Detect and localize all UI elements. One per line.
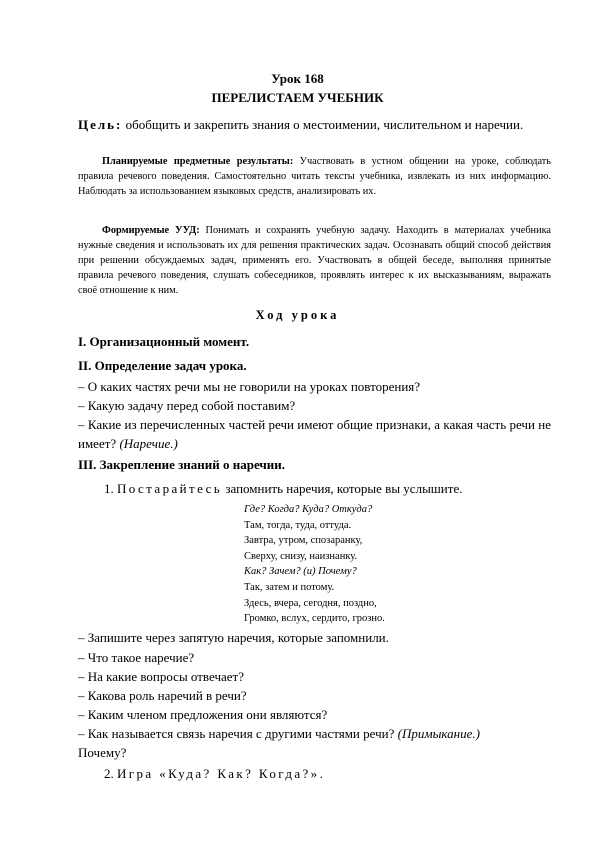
section-tasks: II. Определение задач урока.: [78, 358, 247, 373]
planned-label: Планируемые предметные результаты:: [102, 156, 294, 167]
task-1-number: 1.: [104, 481, 117, 496]
question-parts-of-speech: – О каких частях речи мы не говорили на уроках повторения?: [78, 379, 421, 394]
question-what-is-adverb: – Что такое наречие?: [78, 650, 195, 665]
task-2: [104, 764, 551, 783]
task-1-text: запомнить наречия, которые вы услышите.: [222, 481, 463, 496]
lesson-title: ПЕРЕЛИСТАЕМ УЧЕБНИК: [211, 90, 384, 105]
question-common-features-text: – Какие из перечисленных частей речи имеют общие признаки, а какая часть речи не имеет?: [78, 417, 551, 451]
planned-text: Участвовать в устном общении на уроке, соблюдать правила речевого поведения. Самостоятельно читать тексты учебника, извлекать из них информацию. Наблюдать за использованием языковых средств, анализировать их.: [78, 156, 551, 197]
poem-line: Сверху, снизу, наизнанку.: [244, 550, 358, 562]
task-2-number: 2.: [104, 766, 117, 781]
answer-adjacency: (Примыкание.): [397, 726, 480, 741]
adverb-poem: [244, 502, 504, 627]
question-connection: [78, 724, 551, 762]
question-task: – Какую задачу перед собой поставим?: [78, 398, 296, 413]
question-write-adverbs: – Запишите через запятую наречия, которые запомнили.: [78, 630, 389, 645]
goal-label: Цель:: [78, 117, 123, 132]
poem-line: Завтра, утром, спозаранку,: [244, 535, 363, 547]
question-connection-text: – Как называется связь наречия с другими частями речи?: [78, 726, 398, 741]
task-1: [104, 479, 551, 498]
lesson-number: Урок 168: [271, 71, 324, 86]
uud-text: Понимать и сохранять учебную задачу. Находить в материалах учебника нужные сведения и использовать их для решения практических задач. Осознавать общий способ действия при решении обсуждаемых задач, применять его. Участвовать в общей беседе, выполняя принятые правила речевого поведения, слушать собеседников, проявлять интерес к их высказываниям, выражать своё отношение к ним.: [78, 225, 551, 296]
question-adverb-questions: – На какие вопросы отвечает?: [78, 669, 244, 684]
task-2-game: Игра «Куда? Как? Когда?».: [117, 766, 326, 781]
question-why: Почему?: [78, 745, 127, 760]
question-common-features: [78, 415, 551, 453]
course-heading: Ход урока: [255, 308, 340, 322]
answer-adverb: (Наречие.): [119, 436, 178, 451]
task-1-verb: Постарайтесь: [117, 481, 223, 496]
uud-label: Формируемые УУД:: [102, 225, 200, 236]
poem-line: Где? Когда? Куда? Откуда?: [244, 504, 373, 515]
poem-line: Там, тогда, туда, оттуда.: [244, 519, 352, 531]
question-adverb-role: – Какова роль наречий в речи?: [78, 688, 247, 703]
lesson-goal: [78, 115, 551, 134]
goal-text: обобщить и закрепить знания о местоимении, числительном и наречии.: [122, 117, 524, 132]
poem-line: Так, затем и потому.: [244, 581, 335, 593]
question-sentence-member: – Каким членом предложения они являются?: [78, 707, 328, 722]
section-organizational: I. Организационный момент.: [78, 334, 250, 349]
poem-line: Громко, вслух, сердито, грозно.: [244, 613, 385, 625]
section-adverb: III. Закрепление знаний о наречии.: [78, 457, 285, 472]
poem-line: Как? Зачем? (и) Почему?: [244, 566, 357, 578]
poem-line: Здесь, вчера, сегодня, поздно,: [244, 597, 377, 609]
planned-results: [78, 154, 551, 199]
uud-paragraph: [78, 223, 551, 298]
